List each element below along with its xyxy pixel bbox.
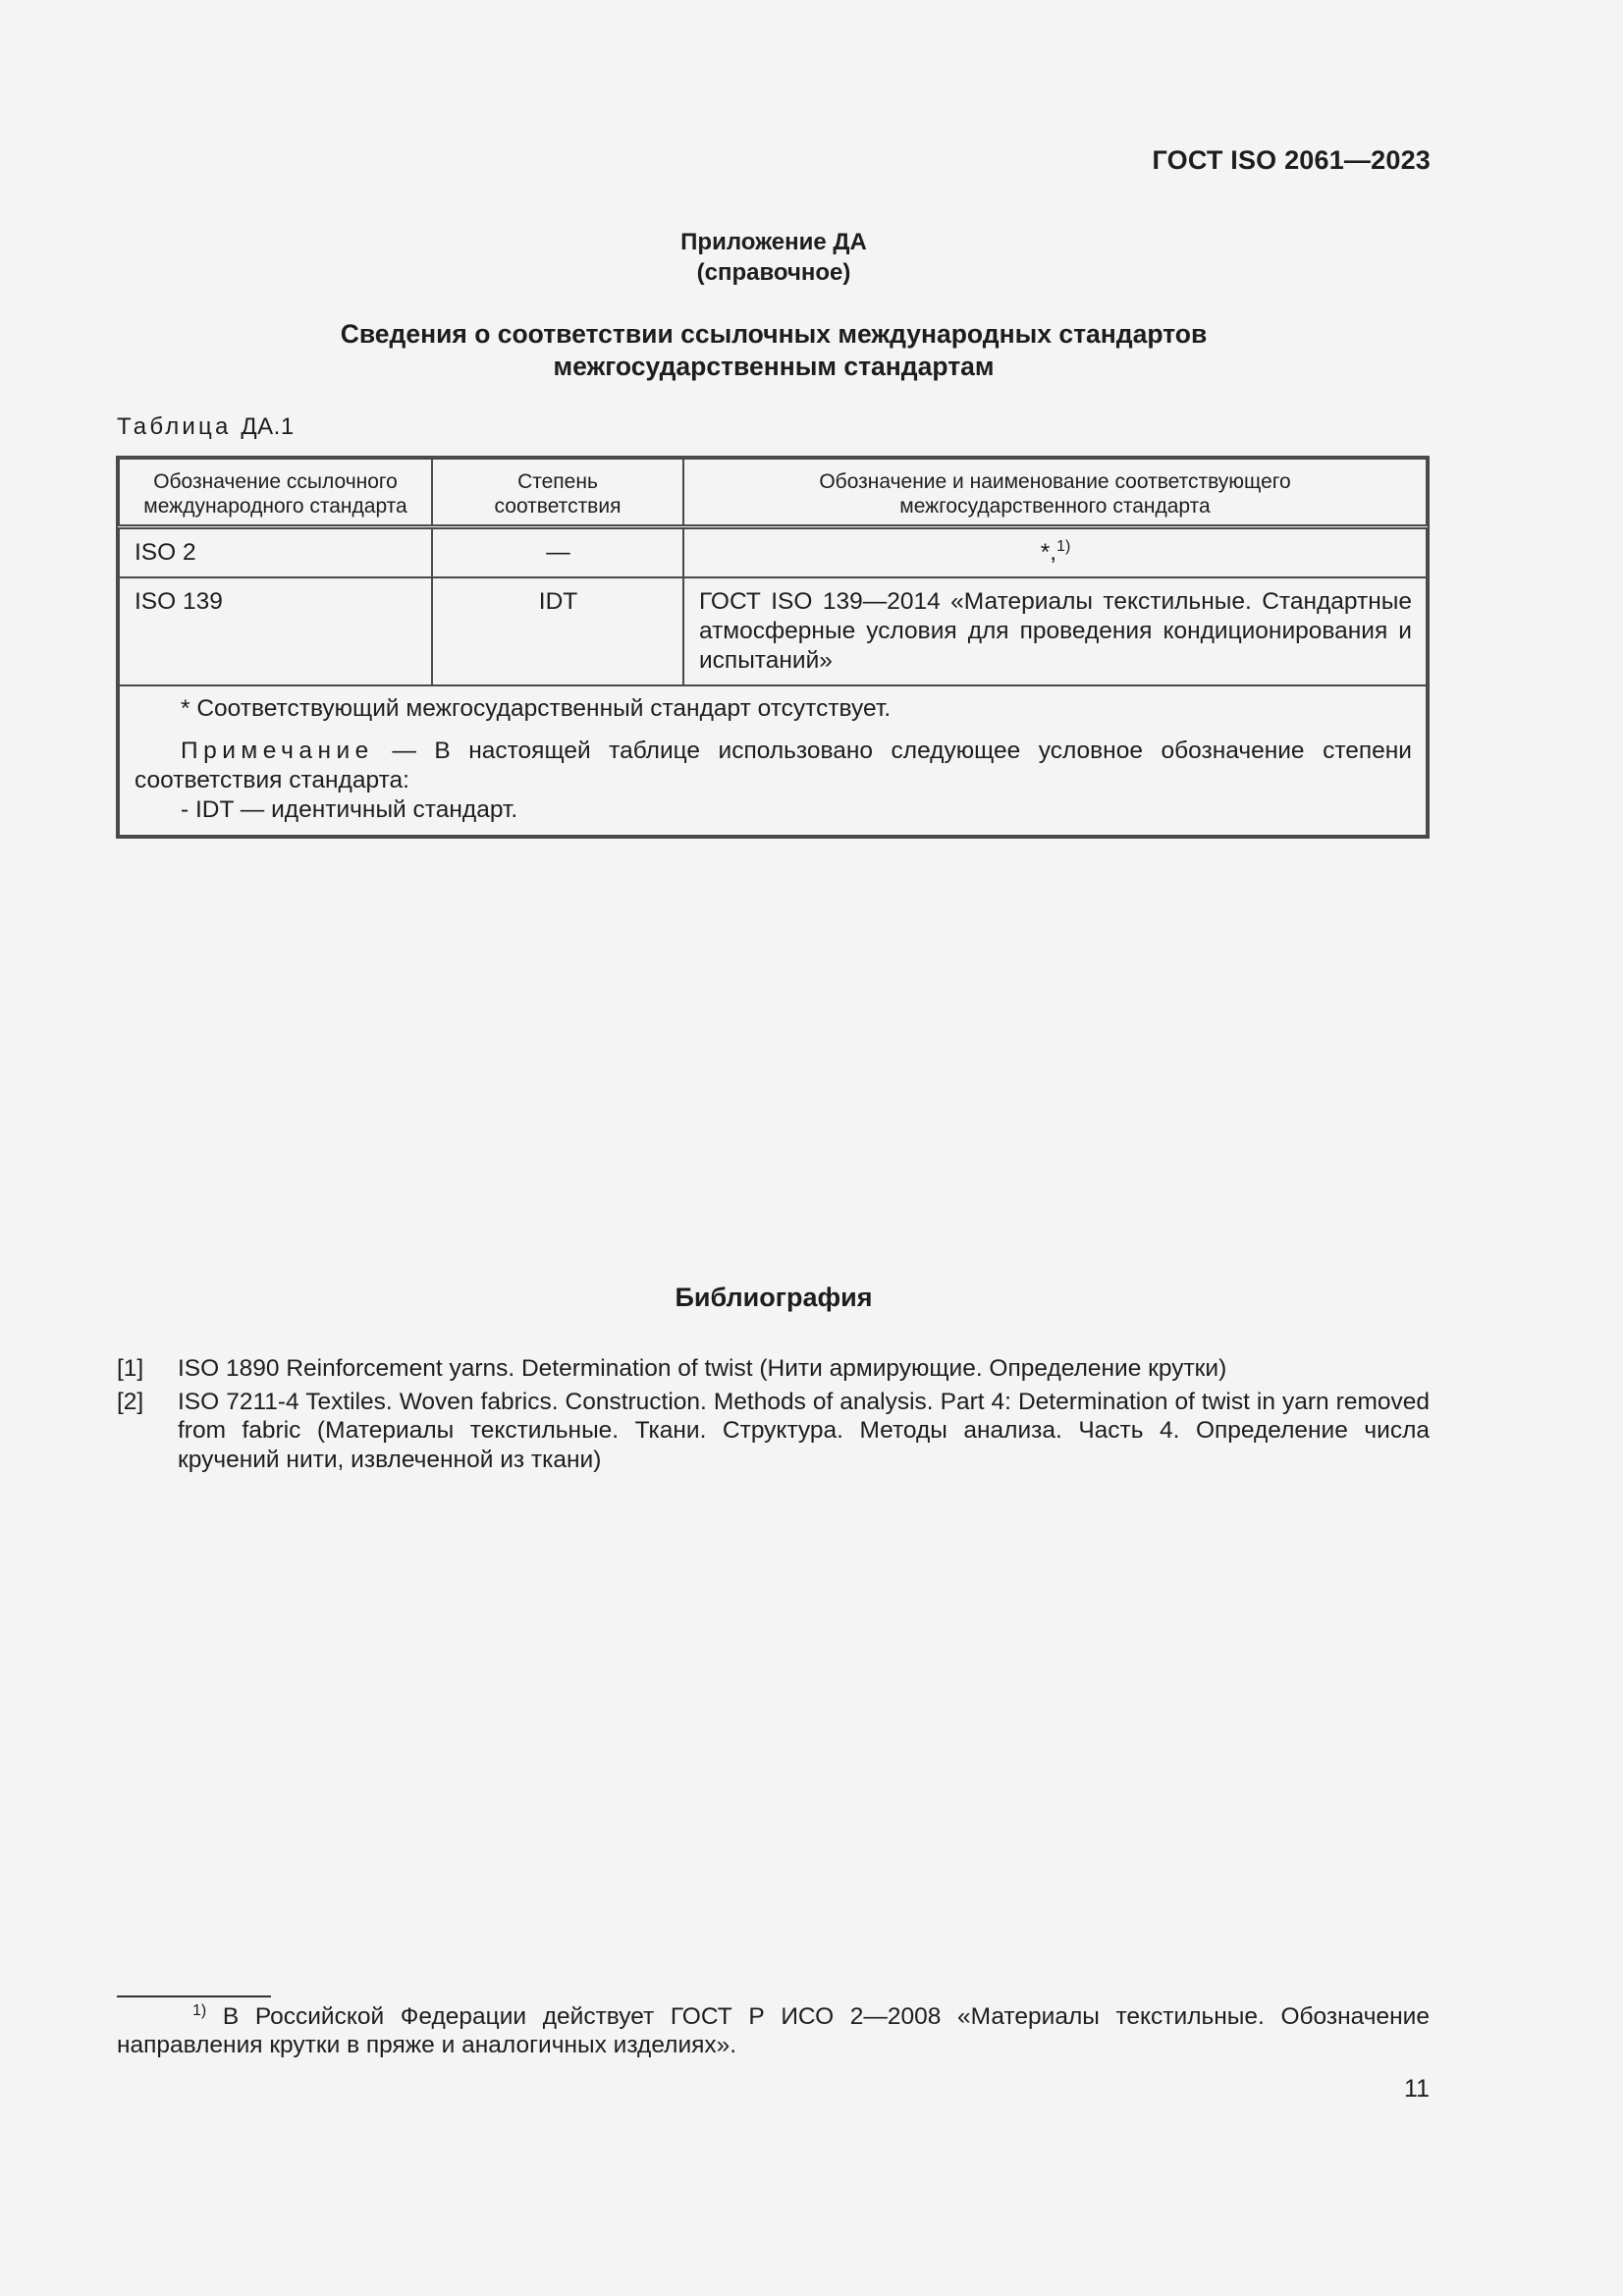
page-footnote-body: [117, 2002, 1430, 2059]
header-cell-line: международного стандарта: [143, 495, 407, 518]
bibliography-title: Библиография: [675, 1283, 873, 1312]
page-footnote-marker: 1): [192, 2002, 207, 2019]
bibliography-text: ISO 7211-4 Textiles. Woven fabrics. Construction. Methods of analysis. Part 4: Determination of twist in yarn removed from fabric (Материалы текстильные. Ткани. Структура. Методы анализа. Часть 4. Определение числа кручений нити, извлеченной из ткани): [178, 1388, 1430, 1473]
section-title-line2: межгосударственным стандартам: [553, 352, 995, 381]
header-cell-line: межгосударственного стандарта: [899, 495, 1211, 518]
page-number: 11: [1404, 2075, 1430, 2103]
page-footnote: [117, 2002, 1430, 2059]
bibliography-number: [2]: [117, 1388, 144, 1415]
footnote-marker: 1): [1056, 538, 1071, 555]
header-interstate-standard: [683, 459, 1427, 527]
cell-degree: IDT: [432, 577, 683, 685]
correspondence-table: [116, 456, 1430, 839]
table-row: [119, 577, 1427, 685]
header-cell-line: Степень: [517, 470, 598, 493]
bibliography-item: [117, 1388, 1430, 1475]
header-degree: [432, 459, 683, 527]
table-note: [135, 737, 1412, 795]
note-label: Примечание: [181, 738, 374, 764]
cell-standard: ISO 2: [119, 527, 432, 578]
note-item: - IDT — идентичный стандарт.: [181, 796, 518, 823]
appendix-subtitle: (справочное): [696, 259, 851, 286]
header-cell-line: Обозначение и наименование соответствующего: [819, 470, 1291, 493]
section-title: [0, 318, 1547, 383]
table-notes-cell: [119, 685, 1427, 836]
cell-gost: [683, 527, 1427, 578]
bibliography-list: [117, 1354, 1430, 1478]
header-reference-standard: [119, 459, 432, 527]
cell-gost-text: *,: [1040, 539, 1057, 566]
cell-degree: —: [432, 527, 683, 578]
note-text: — В настоящей таблице использовано следующее условное обозначение степени соответствия стандарта:: [135, 738, 1412, 793]
table-row: [119, 527, 1427, 578]
cell-gost: ГОСТ ISO 139—2014 «Материалы текстильные. Стандартные атмосферные условия для проведения кондиционирования и испытаний»: [683, 577, 1427, 685]
bibliography-item: [117, 1354, 1430, 1384]
table-caption-word: Таблица: [117, 413, 232, 440]
footnote-separator: [117, 1995, 271, 1997]
table-caption: [117, 413, 295, 441]
cell-standard: ISO 139: [119, 577, 432, 685]
bibliography-number: [1]: [117, 1355, 144, 1382]
table-caption-number: ДА.1: [241, 413, 295, 440]
document-number: ГОСТ ISO 2061—2023: [1152, 145, 1431, 175]
bibliography-text: ISO 1890 Reinforcement yarns. Determination of twist (Нити армирующие. Определение крутки): [178, 1355, 1227, 1382]
page-footnote-text: В Российской Федерации действует ГОСТ Р ИСО 2—2008 «Материалы текстильные. Обозначение направления крутки в пряже и аналогичных изделиях».: [117, 2003, 1430, 2058]
table-notes-row: [119, 685, 1427, 836]
section-title-line1: Сведения о соответствии ссылочных международных стандартов: [340, 319, 1208, 349]
appendix-title: Приложение ДА: [680, 229, 867, 255]
table-header-row: [119, 459, 1427, 527]
header-cell-line: соответствия: [494, 495, 622, 518]
appendix-heading: [0, 227, 1547, 288]
header-cell-line: Обозначение ссылочного: [153, 470, 398, 493]
table-footnote: * Соответствующий межгосударственный стандарт отсутствует.: [181, 695, 892, 722]
